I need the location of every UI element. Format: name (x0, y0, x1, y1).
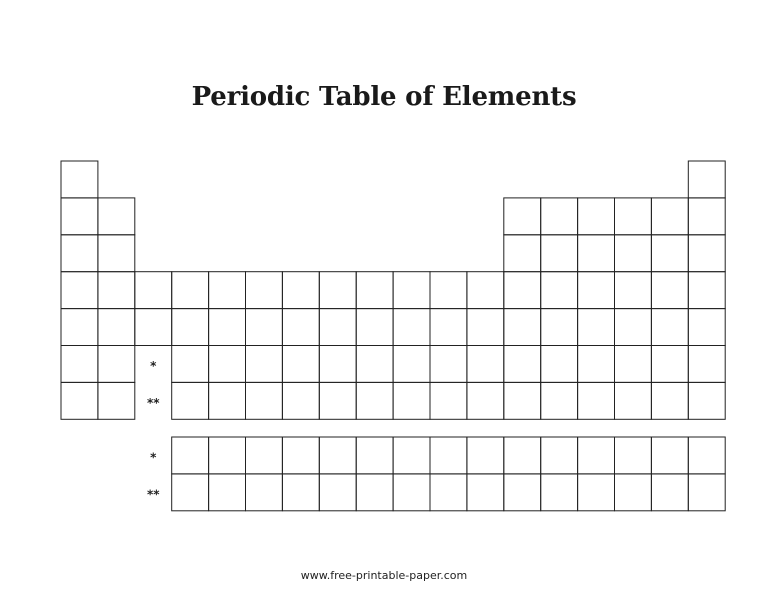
f-block-cell (504, 474, 541, 511)
f-block-cell (246, 474, 283, 511)
element-cell (578, 198, 615, 235)
element-cell (282, 309, 319, 346)
f-block-cell (319, 437, 356, 474)
element-cell (172, 309, 209, 346)
element-cell (651, 309, 688, 346)
element-cell (504, 309, 541, 346)
element-cell (61, 346, 98, 383)
element-cell (651, 346, 688, 383)
element-cell (688, 161, 725, 198)
element-cell (356, 346, 393, 383)
element-cell (578, 346, 615, 383)
element-cell (651, 382, 688, 419)
f-block-cell (688, 474, 725, 511)
f-block-cell (578, 437, 615, 474)
f-block-cell (430, 437, 467, 474)
element-cell (393, 309, 430, 346)
f-block-cell (467, 474, 504, 511)
element-cell (246, 309, 283, 346)
actinide-marker: ** (146, 395, 160, 410)
element-cell (615, 382, 652, 419)
element-cell (688, 346, 725, 383)
element-cell (504, 346, 541, 383)
element-cell (393, 272, 430, 309)
element-cell (319, 309, 356, 346)
element-cell (61, 272, 98, 309)
element-cell (246, 346, 283, 383)
element-cell (356, 309, 393, 346)
element-cell (356, 382, 393, 419)
f-block-cell (356, 437, 393, 474)
element-cell (209, 309, 246, 346)
lanthanide-marker: * (150, 358, 157, 373)
element-cell (246, 272, 283, 309)
element-cell (541, 235, 578, 272)
lanthanide-row-marker: * (150, 450, 157, 465)
element-cell (430, 346, 467, 383)
f-block-cell (172, 437, 209, 474)
element-cell (61, 382, 98, 419)
page-title: Periodic Table of Elements (191, 82, 577, 112)
element-cell (541, 346, 578, 383)
element-cell (246, 382, 283, 419)
element-cell (209, 346, 246, 383)
element-cell (209, 382, 246, 419)
element-cell (504, 382, 541, 419)
element-cell (319, 346, 356, 383)
element-cell (98, 272, 135, 309)
element-cell (578, 235, 615, 272)
element-cell (282, 382, 319, 419)
element-cell (541, 382, 578, 419)
element-cell (688, 198, 725, 235)
element-cell (615, 198, 652, 235)
element-cell (209, 272, 246, 309)
element-cell (282, 346, 319, 383)
f-block-cell (282, 474, 319, 511)
element-cell (393, 346, 430, 383)
f-block-cell (541, 437, 578, 474)
element-cell (98, 346, 135, 383)
element-cell (578, 309, 615, 346)
element-cell (319, 382, 356, 419)
element-cell (61, 161, 98, 198)
element-cell (504, 235, 541, 272)
element-cell (688, 309, 725, 346)
f-block-cell (504, 437, 541, 474)
f-block-cell (393, 437, 430, 474)
element-cell (430, 272, 467, 309)
actinide-row-marker: ** (146, 487, 160, 502)
f-block-cell (246, 437, 283, 474)
element-cell (282, 272, 319, 309)
f-block-cell (282, 437, 319, 474)
element-cell (61, 198, 98, 235)
element-cell (688, 235, 725, 272)
element-cell (467, 382, 504, 419)
element-cell (172, 272, 209, 309)
element-cell (688, 382, 725, 419)
f-block-cell (615, 437, 652, 474)
element-cell (651, 272, 688, 309)
f-block-cell (172, 474, 209, 511)
f-block-cell (651, 437, 688, 474)
element-cell (688, 272, 725, 309)
f-block-cell (393, 474, 430, 511)
f-block-cell (651, 474, 688, 511)
element-cell (61, 309, 98, 346)
element-cell (541, 272, 578, 309)
website-footer: www.free-printable-paper.com (300, 569, 468, 582)
element-cell (467, 272, 504, 309)
f-block-cell (209, 474, 246, 511)
element-cell (356, 272, 393, 309)
element-cell (615, 272, 652, 309)
element-cell (172, 346, 209, 383)
element-cell (319, 272, 356, 309)
element-cell (98, 382, 135, 419)
element-cell (430, 309, 467, 346)
element-cell (615, 346, 652, 383)
f-block-cell (209, 437, 246, 474)
element-cell (467, 346, 504, 383)
element-cells (61, 161, 725, 511)
element-cell (615, 235, 652, 272)
element-cell (135, 272, 172, 309)
element-cell (135, 309, 172, 346)
element-cell (615, 309, 652, 346)
element-cell (651, 198, 688, 235)
element-cell (98, 309, 135, 346)
element-cell (651, 235, 688, 272)
element-cell (578, 382, 615, 419)
f-block-cell (467, 437, 504, 474)
element-cell (467, 309, 504, 346)
f-block-cell (688, 437, 725, 474)
f-block-cell (430, 474, 467, 511)
element-cell (504, 198, 541, 235)
element-cell (430, 382, 467, 419)
element-cell (578, 272, 615, 309)
element-cell (98, 235, 135, 272)
f-block-cell (356, 474, 393, 511)
element-cell (541, 198, 578, 235)
f-block-cell (319, 474, 356, 511)
element-cell (541, 309, 578, 346)
element-cell (393, 382, 430, 419)
f-block-cell (615, 474, 652, 511)
row-markers (147, 359, 160, 501)
f-block-cell (541, 474, 578, 511)
f-block-cell (578, 474, 615, 511)
element-cell (61, 235, 98, 272)
element-cell (504, 272, 541, 309)
element-cell (98, 198, 135, 235)
element-cell (172, 382, 209, 419)
